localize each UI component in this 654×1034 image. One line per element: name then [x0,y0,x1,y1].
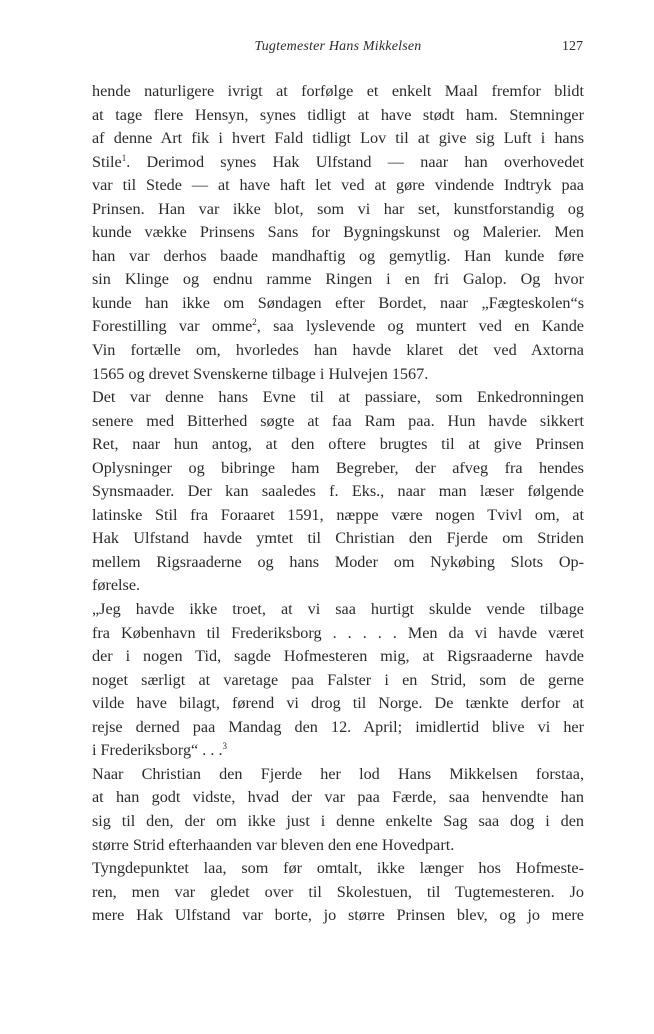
text-line-content: Oplysninger og bibringe ham Begreber, der afveg fra hendes [92,458,584,477]
footnote-marker: 3 [222,741,228,752]
text-line [92,268,584,292]
text-line-content: fra København til Frederiksborg . . . . . Men da vi havde været [92,623,584,642]
text-line [92,339,584,363]
text-line-content: Naar Christian den Fjerde her lod Hans Mikkelsen forstaa, [92,764,584,783]
text-line-content: noget særligt at varetage paa Falster i en Strid, som de gerne [92,670,584,689]
text-line [92,786,584,810]
text-line [92,574,584,598]
text-line-content: 1565 og drevet Svenskerne tilbage i Hulvejen 1567. [92,364,429,383]
text-line [92,104,584,128]
text-line-content: rejse derned paa Mandag den 12. April; imidlertid blive vi her [92,717,584,736]
text-line-content: at tage flere Hensyn, synes tidligt at have stødt ham. Stemninger [92,105,584,124]
text-line-content: Hak Ulfstand havde ymtet til Christian den Fjerde om Striden [92,529,584,548]
text-line [92,504,584,528]
text-line [92,716,584,740]
text-line-continuation: . Derimod synes Hak Ulfstand — naar han overhovedet [126,152,584,171]
text-line [92,810,584,834]
text-line [92,527,584,551]
text-line-content: mellem Rigsraaderne og hans Moder om Nykøbing Slots Op- [92,552,584,571]
body-text [92,80,584,928]
text-line [92,127,584,151]
text-line [92,315,584,339]
footnote-marker: 1 [121,152,127,163]
text-line [92,80,584,104]
text-line-content: kunde han ikke om Søndagen efter Bordet, naar „Fægteskolen“s [92,293,584,312]
text-line [92,857,584,881]
text-line-content: større Strid efterhaanden var bleven den ene Hovedpart. [92,835,455,854]
text-line [92,174,584,198]
text-line-content: hende naturligere ivrigt at forfølge et enkelt Maal fremfor blidt [92,82,584,100]
text-line [92,692,584,716]
text-line-content: sin Klinge og endnu ramme Ringen i en fri Galop. Og hvor [92,270,584,289]
text-line [92,763,584,787]
text-line [92,245,584,269]
text-line [92,739,584,763]
text-line [92,669,584,693]
text-line-content: Forestilling var omme [92,317,253,336]
footnote-marker: 2 [252,317,257,328]
text-line-content: senere med Bitterhed søgte at faa Ram paa. Hun havde sikkert [92,411,584,430]
text-line [92,645,584,669]
running-title: Tugtemester Hans Mikkelsen [254,39,422,54]
text-line [92,551,584,575]
text-line [92,363,584,387]
text-line-continuation: , saa lyslevende og muntert ved en Kande [256,317,584,336]
text-line-content: Vin fortælle om, hvorledes han havde klaret det ved Axtorna [92,341,584,360]
text-line [92,622,584,646]
text-line [92,410,584,434]
text-line-content: at han godt vidste, hvad der var paa Færde, saa henvendte han [92,788,584,807]
text-line-content: Synsmaader. Der kan saaledes f. Eks., naar man læser følgende [92,482,584,501]
text-line-content: Det var denne hans Evne til at passiare, som Enkedronningen [92,388,584,407]
text-line [92,386,584,410]
text-line-content: kunde vække Prinsens Sans for Bygningskunst og Malerier. Men [92,223,584,242]
text-line [92,433,584,457]
text-line [92,151,584,175]
text-line-content: førelse. [92,576,141,595]
text-line-content: mere Hak Ulfstand var borte, jo større Prinsen blev, og jo mere [92,906,584,925]
text-line-content: der i nogen Tid, sagde Hofmesteren mig, at Rigsraaderne havde [92,647,584,666]
text-line [92,904,584,928]
text-line [92,598,584,622]
text-line [92,834,584,858]
text-line-content: han var derhos baade mandhaftig og gemytlig. Han kunde føre [92,246,584,265]
text-line [92,221,584,245]
text-line-content: i Frederiksborg“ . . . [92,741,223,760]
text-line-content: sig til den, der om ikke just i denne enkelte Sag saa dog i den [92,811,584,830]
text-line-content: var til Stede — at have haft let ved at gøre vindende Indtryk paa [92,176,584,195]
text-line [92,198,584,222]
text-line-content: Prinsen. Han var ikke blot, som vi har set, kunstforstandig og [92,199,584,218]
text-line [92,292,584,316]
page-number: 127 [562,39,583,54]
text-line [92,881,584,905]
text-line-content: Tyngdepunktet laa, som før omtalt, ikke længer hos Hofmeste- [92,859,584,878]
running-head [93,36,583,62]
text-line-content: ren, men var gledet over til Skolestuen, til Tugtemesteren. Jo [92,882,584,901]
text-line [92,457,584,481]
text-line-content: Ret, naar hun antog, at den oftere brugtes til at give Prinsen [92,435,584,454]
text-line-content: vilde have bilagt, førend vi drog til Norge. De tænkte derfor at [92,694,584,713]
text-line-content: Stile [92,152,122,171]
text-line [92,480,584,504]
text-line-content: latinske Stil fra Foraaret 1591, næppe være nogen Tvivl om, at [92,505,584,524]
text-line-content: af denne Art fik i hvert Fald tidligt Lov til at give sig Luft i hans [92,129,584,148]
text-line-content: „Jeg havde ikke troet, at vi saa hurtigt skulde vende tilbage [92,600,584,619]
